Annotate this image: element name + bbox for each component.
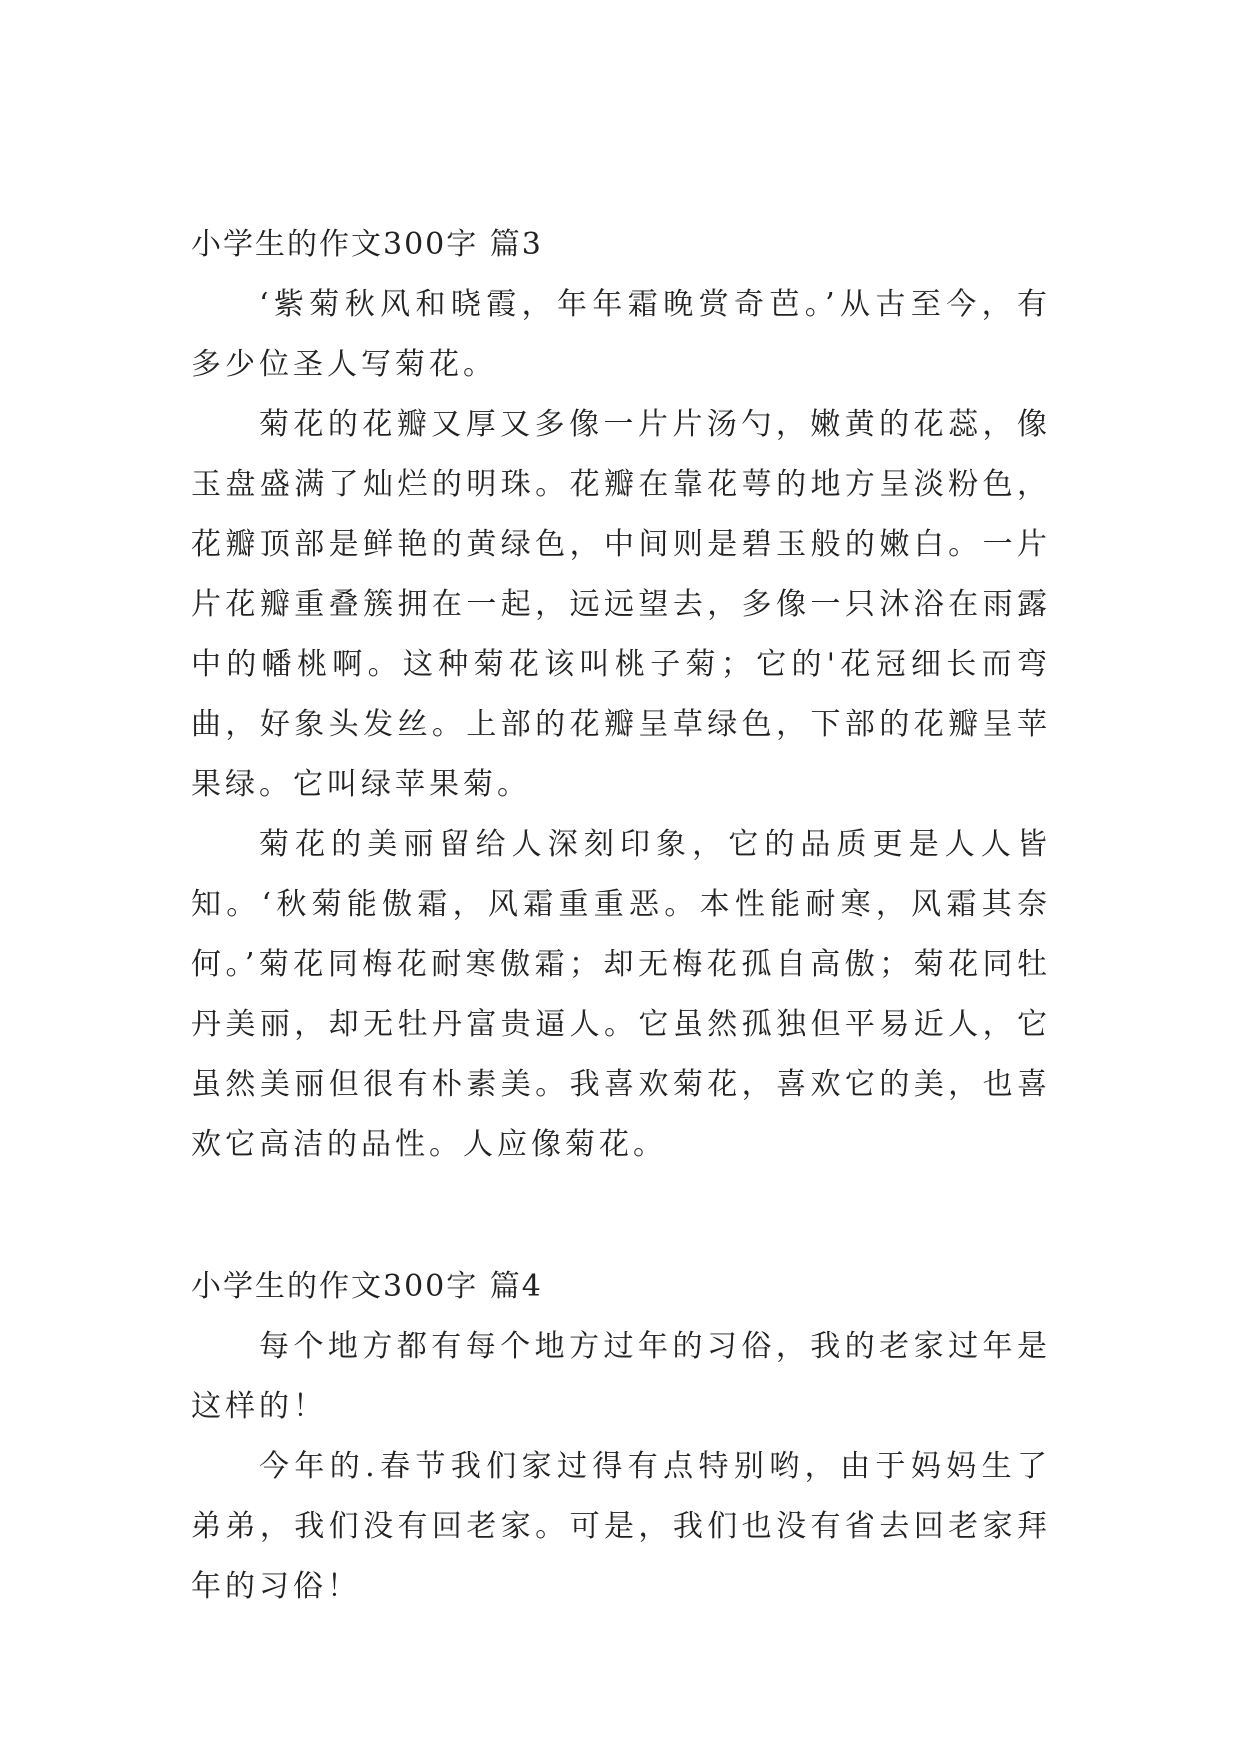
paragraph: 每个地方都有每个地方过年的习俗，我的老家过年是这样的！ [191, 1329, 1051, 1424]
section-heading: 小学生的作文300字 篇4 [191, 1269, 543, 1304]
section-spacer [191, 1175, 1051, 1257]
document-body [191, 215, 1051, 1617]
essay-section-4 [191, 1257, 1051, 1617]
essay-section-3 [191, 215, 1051, 1175]
paragraph: ‘紫菊秋风和晓霞，年年霜晚赏奇芭。’从古至今，有多少位圣人写菊花。 [191, 287, 1051, 382]
section-heading: 小学生的作文300字 篇3 [191, 227, 543, 262]
paragraph: 菊花的美丽留给人深刻印象，它的品质更是人人皆知。‘秋菊能傲霜，风霜重重恶。本性能耐寒，风霜其奈何。’菊花同梅花耐寒傲霜；却无梅花孤自高傲；菊花同牡丹美丽，却无牡丹富贵逼人。它虽然孤独但平易近人，它虽然美丽但很有朴素美。我喜欢菊花，喜欢它的美，也喜欢它高洁的品性。人应像菊花。 [191, 827, 1051, 1162]
paragraph: 今年的.春节我们家过得有点特别哟，由于妈妈生了弟弟，我们没有回老家。可是，我们也没有省去回老家拜年的习俗！ [191, 1449, 1051, 1604]
paragraph: 菊花的花瓣又厚又多像一片片汤勺，嫩黄的花蕊，像玉盘盛满了灿烂的明珠。花瓣在靠花萼的地方呈淡粉色，花瓣顶部是鲜艳的黄绿色，中间则是碧玉般的嫩白。一片片花瓣重叠簇拥在一起，远远望去，多像一只沐浴在雨露中的幡桃啊。这种菊花该叫桃子菊；它的'花冠细长而弯曲，好象头发丝。上部的花瓣呈草绿色，下部的花瓣呈苹果绿。它叫绿苹果菊。 [191, 407, 1051, 802]
